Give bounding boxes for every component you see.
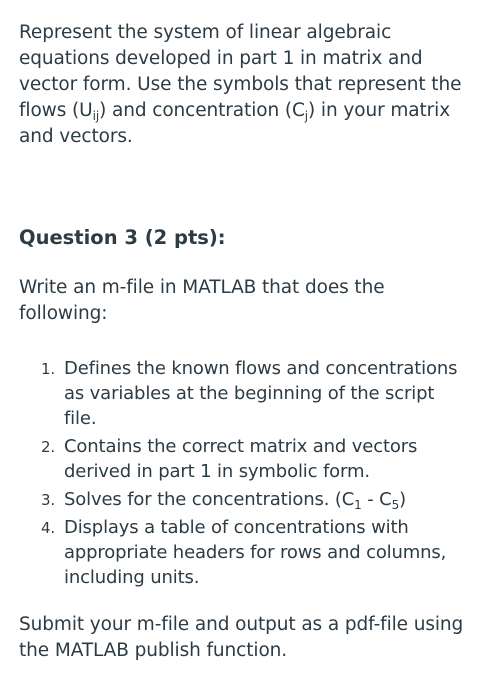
intro-text-2: ) and concentration (C [99,100,305,121]
list-item-text-a: Solves for the concentrations. (C [64,489,355,510]
subscript-5: 5 [391,498,400,512]
list-item-number: 1. [41,360,56,378]
list-item [19,515,469,590]
intro-paragraph [19,20,469,150]
subscript-1: 1 [354,498,362,512]
intro-subscript-j: j [304,109,309,123]
requirements-list [19,356,469,590]
intro-subscript-ij: ij [92,109,100,123]
list-item-text: Contains the correct matrix and vectors derived in part 1 in symbolic form. [64,436,418,482]
list-item-number: 3. [41,491,56,509]
list-item-number: 4. [41,519,56,537]
intro-text-3: ) in your matrix and vectors. [19,100,451,147]
submit-paragraph: Submit your m-file and output as a pdf-file using the MATLAB publish function. [19,614,464,661]
list-item-text: Defines the known flows and concentrations as variables at the beginning of the script file. [64,358,458,429]
list-item-text-b: - C [361,489,392,510]
list-item-text-c: ) [399,489,406,510]
list-item [19,356,469,431]
intro-text-1: Represent the system of linear algebraic equations developed in part 1 in matrix and vector form. Use the symbols that represent the flows (U [19,22,462,121]
task-paragraph: Write an m-file in MATLAB that does the following: [19,277,385,324]
question-heading: Question 3 (2 pts): [19,226,226,249]
list-item [19,434,469,484]
list-item [19,487,469,512]
list-item-text [64,489,406,510]
list-item-text: Displays a table of concentrations with appropriate headers for rows and columns, including units. [64,517,447,588]
list-item-number: 2. [41,438,56,456]
